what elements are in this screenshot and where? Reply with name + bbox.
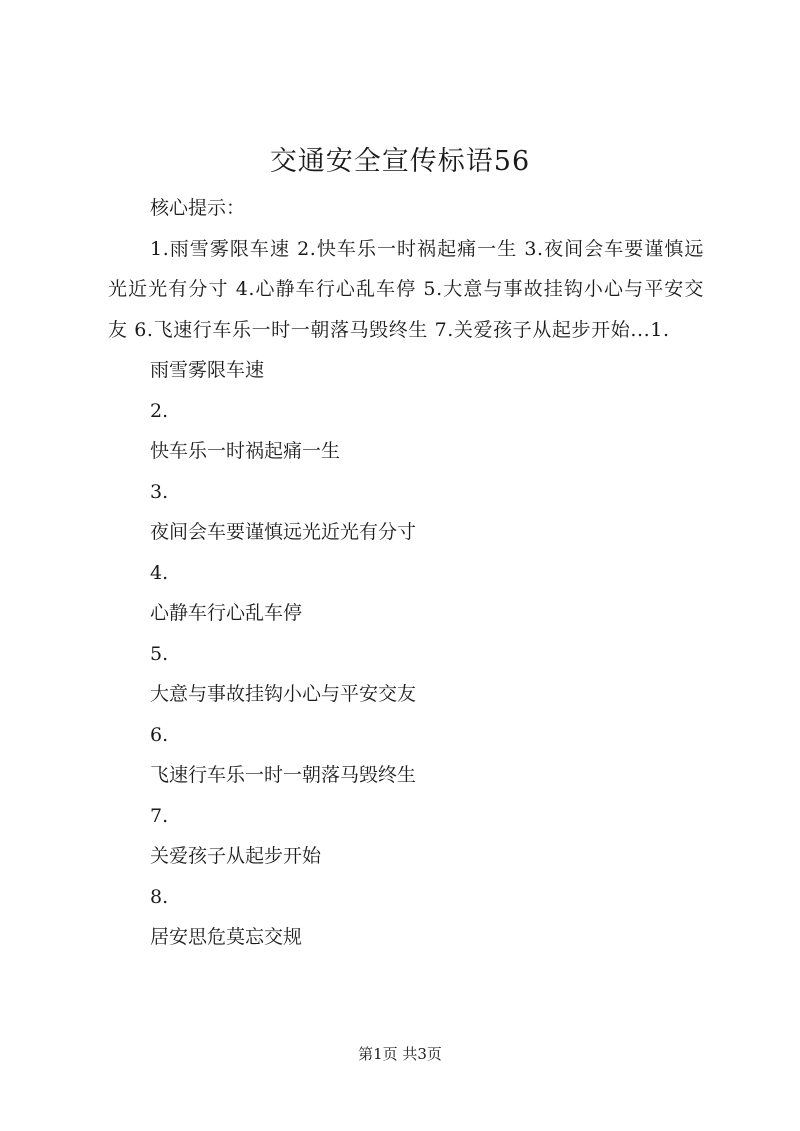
list-number: 7. bbox=[150, 804, 169, 827]
page-footer: 第1页 共3页 bbox=[358, 1045, 442, 1063]
list-item: 雨雪雾限车速 bbox=[150, 359, 265, 381]
summary-paragraph: 1.雨雪雾限车速 2.快车乐一时祸起痛一生 3.夜间会车要谨慎远光近光有分寸 4.心静车行心乱车停 5.大意与事故挂钩小心与平安交友 6.飞速行车乐一时一朝落马毁终生 7.关爱孩子从起步开始...1. bbox=[108, 237, 704, 341]
list-item: 居安思危莫忘交规 bbox=[150, 926, 303, 948]
list-number: 6. bbox=[150, 723, 169, 746]
list-item: 心静车行心乱车停 bbox=[150, 602, 303, 624]
list-item: 关爱孩子从起步开始 bbox=[150, 845, 322, 867]
list-number: 2. bbox=[150, 399, 169, 422]
list-item: 飞速行车乐一时一朝落马毁终生 bbox=[150, 764, 417, 786]
list-item: 夜间会车要谨慎远光近光有分寸 bbox=[150, 521, 417, 543]
list-item: 大意与事故挂钩小心与平安交友 bbox=[150, 683, 417, 705]
list-number: 3. bbox=[150, 480, 169, 503]
document-body bbox=[108, 188, 704, 958]
list-number: 4. bbox=[150, 561, 169, 584]
hint-label: 核心提示： bbox=[150, 197, 246, 219]
list-number: 5. bbox=[150, 642, 169, 665]
list-item: 快车乐一时祸起痛一生 bbox=[150, 440, 341, 462]
list-number: 8. bbox=[150, 885, 169, 908]
document-title: 交通安全宣传标语56 bbox=[269, 146, 531, 177]
